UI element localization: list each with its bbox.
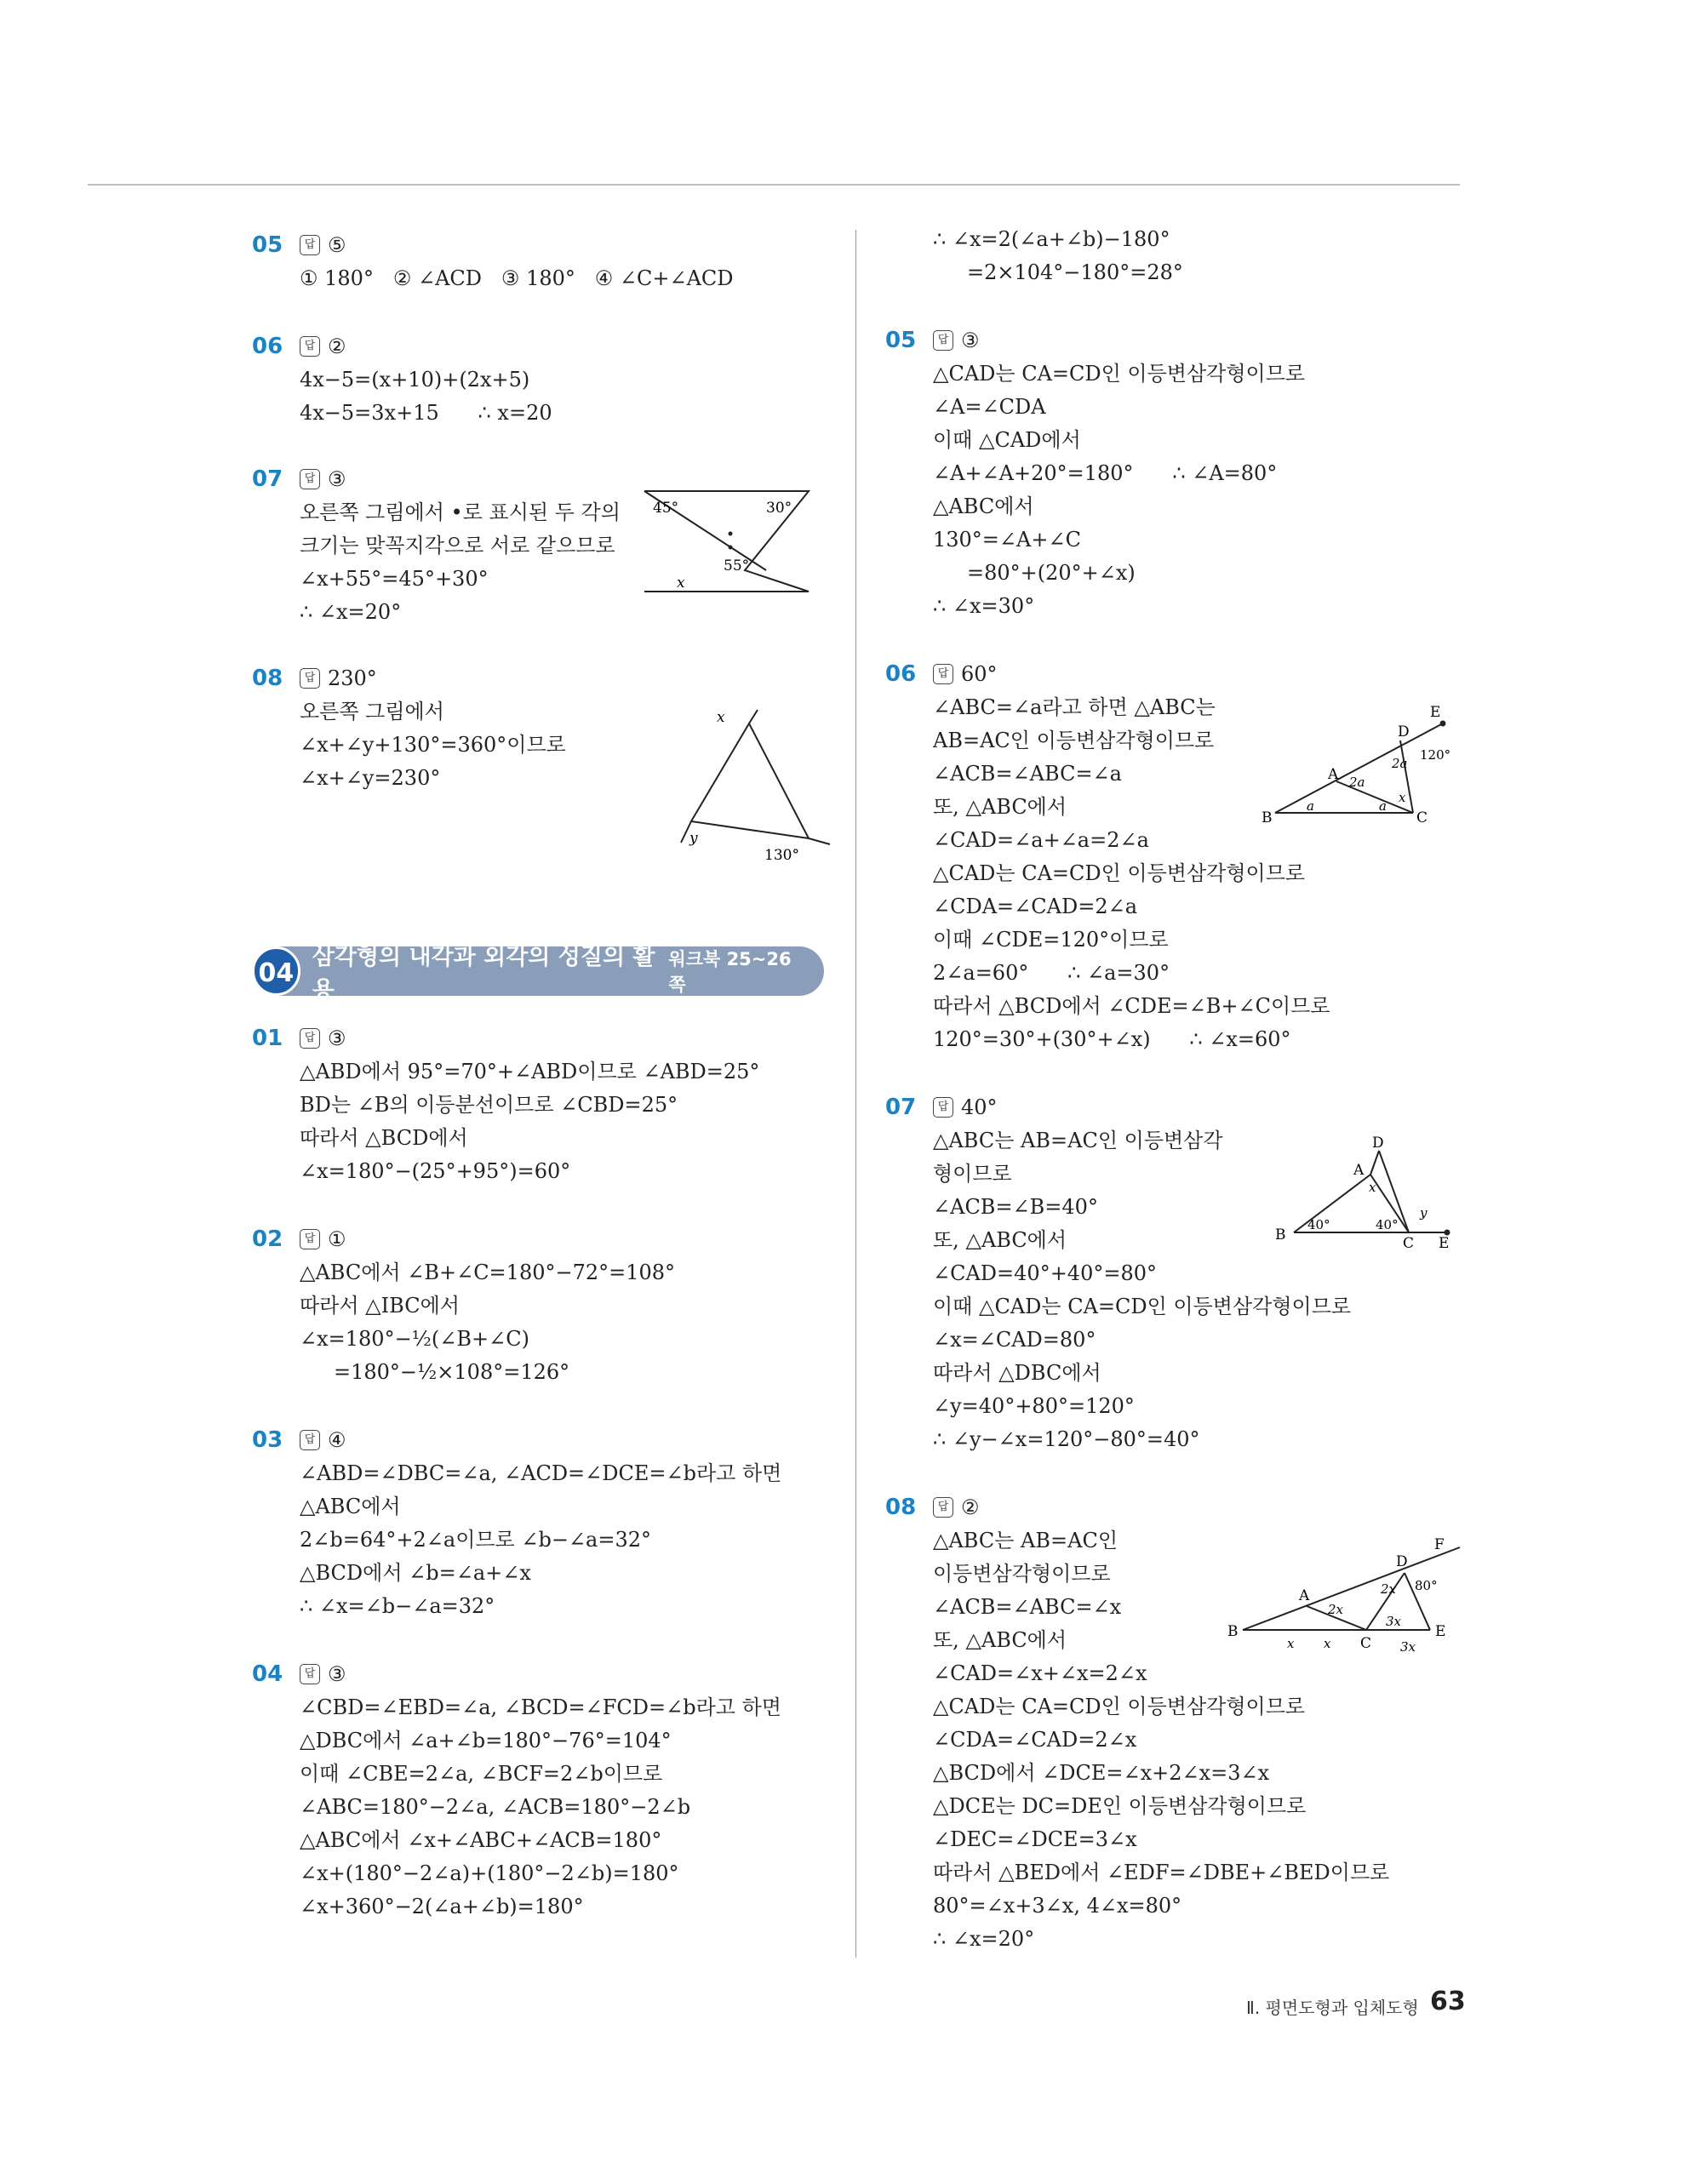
r07-label: D: [1372, 1135, 1384, 1152]
footer-chapter: Ⅱ. 평면도형과 입체도형: [1246, 1998, 1419, 2018]
r08-label: 3x: [1400, 1639, 1416, 1655]
problem-01: [252, 1021, 839, 1188]
solution-line: △BCD에서 ∠b=∠a+∠x: [300, 1561, 531, 1585]
answer-badge: 답: [300, 1229, 320, 1249]
solution-line: ∠A=∠CDA: [933, 395, 1046, 419]
problem-number: 04: [252, 1661, 283, 1687]
problem-06: [252, 329, 839, 430]
problem-header: [252, 1021, 839, 1055]
problem-header: [885, 323, 1481, 357]
solution-line: △ABC에서 ∠B+∠C=180°−72°=108°: [300, 1261, 676, 1284]
r08-label: A: [1299, 1587, 1310, 1604]
problem-header: [252, 1657, 839, 1691]
r06-label: a: [1307, 798, 1314, 814]
solution-line: ∠CDA=∠CAD=2∠x: [933, 1728, 1137, 1752]
problem-answer: 60°: [961, 662, 998, 686]
problem-header: [252, 329, 839, 363]
solution-line: =180°−½×108°=126°: [334, 1360, 570, 1384]
problem-answer: ③: [328, 467, 346, 491]
figure-right-07: [1268, 1132, 1464, 1255]
r06-label: 120°: [1420, 747, 1451, 763]
solution-line: ∠ABC=∠a라고 하면 △ABC는: [933, 695, 1216, 719]
solution-line: 또, △ABC에서: [933, 1628, 1067, 1652]
problem-header: [252, 228, 839, 262]
fig08-label: y: [689, 830, 698, 847]
solution-line: ∠CDA=∠CAD=2∠a: [933, 895, 1137, 918]
solution-line: ∠x=180°−(25°+95°)=60°: [300, 1159, 571, 1183]
problem-answer: ②: [961, 1495, 980, 1519]
solution-line: 따라서 △BCD에서: [300, 1126, 468, 1150]
problem-answer: ④: [328, 1428, 346, 1452]
solution-line: ∠y=40°+80°=120°: [933, 1394, 1135, 1418]
solution-line: =2×104°−180°=28°: [967, 260, 1183, 284]
r07-label: A: [1353, 1162, 1364, 1179]
solution-line: △BCD에서 ∠DCE=∠x+2∠x=3∠x: [933, 1761, 1270, 1785]
solution-line: ∠CAD=∠x+∠x=2∠x: [933, 1661, 1147, 1685]
solution-line: ∠x=∠CAD=80°: [933, 1328, 1096, 1352]
solution-line: 또, △ABC에서: [933, 795, 1067, 819]
solution-line: ∠x+∠y+130°=360°이므로: [300, 733, 566, 757]
solution-line: ∠CBD=∠EBD=∠a, ∠BCD=∠FCD=∠b라고 하면: [300, 1695, 781, 1719]
r08-label: E: [1435, 1623, 1446, 1640]
problem-number: 01: [252, 1026, 283, 1051]
solution-line: ∠x+55°=45°+30°: [300, 567, 489, 591]
answer-badge: 답: [933, 1497, 953, 1518]
solution-line: ∠CAD=∠a+∠a=2∠a: [933, 828, 1149, 852]
solution-line: 이때 ∠CBE=2∠a, ∠BCF=2∠b이므로: [300, 1762, 663, 1786]
r06-label: E: [1430, 704, 1441, 721]
problem-answer: ①: [328, 1227, 346, 1251]
r06-label: D: [1398, 723, 1410, 740]
problem-number: 02: [252, 1226, 283, 1252]
solution-line: △CAD는 CA=CD인 이등변삼각형이므로: [933, 861, 1306, 885]
problem-header: [252, 1423, 839, 1457]
solution-line: 4x−5=(x+10)+(2x+5): [300, 368, 530, 392]
solution-line: 형이므로: [933, 1162, 1012, 1186]
solution-line: =80°+(20°+∠x): [967, 561, 1136, 585]
solution-line: ∠x+(180°−2∠a)+(180°−2∠b)=180°: [300, 1861, 679, 1885]
problem-answer: ③: [961, 329, 980, 352]
figure-right-06: [1260, 698, 1464, 838]
problem-number: 05: [252, 232, 283, 258]
solution-line: ∠A+∠A+20°=180° ∴ ∠A=80°: [933, 461, 1278, 485]
solution-line: △ABC에서: [300, 1495, 401, 1518]
solution-line: ∴ ∠x=20°: [300, 600, 402, 624]
r08-label: F: [1434, 1536, 1445, 1553]
fig07-label: 55°: [724, 557, 750, 575]
answer-badge: 답: [300, 336, 320, 357]
solution-line: △DBC에서 ∠a+∠b=180°−76°=104°: [300, 1729, 672, 1752]
problem-header: [252, 661, 839, 695]
figure-08: [672, 706, 834, 872]
r08-label: x: [1287, 1636, 1295, 1651]
r06-label: C: [1416, 809, 1428, 826]
answer-badge: 답: [300, 469, 320, 489]
problem-04: [252, 1657, 839, 1924]
problem-03: [252, 1423, 839, 1623]
solution-line: ① 180° ② ∠ACD ③ 180° ④ ∠C+∠ACD: [300, 266, 734, 290]
problem-answer: ⑤: [328, 233, 346, 257]
r06-label: a: [1379, 798, 1387, 814]
solution-line: ∴ ∠y−∠x=120°−80°=40°: [933, 1427, 1200, 1451]
solution-line: 120°=30°+(30°+∠x) ∴ ∠x=60°: [933, 1027, 1291, 1051]
r08-label: 2x: [1381, 1581, 1397, 1597]
problem-number: 06: [252, 334, 283, 359]
fig07-label: x: [677, 575, 685, 592]
solution-line: ∠x+360°−2(∠a+∠b)=180°: [300, 1895, 584, 1918]
answer-badge: 답: [300, 235, 320, 255]
problem-number: 05: [885, 328, 917, 353]
solution-line: ∠ACB=∠ABC=∠a: [933, 762, 1122, 786]
right-column: [885, 223, 1481, 1956]
column-divider: [855, 230, 856, 1958]
answer-badge: 답: [933, 330, 953, 351]
solution-line: 오른쪽 그림에서 •로 표시된 두 각의: [300, 500, 621, 524]
fig08-label: x: [717, 709, 725, 726]
answer-badge: 답: [300, 1028, 320, 1049]
left-column-bottom: [252, 1021, 839, 1924]
figure-right-08: [1226, 1532, 1464, 1672]
problem-number: 08: [885, 1495, 917, 1520]
solution-line: ∴ ∠x=∠b−∠a=32°: [300, 1594, 495, 1618]
answer-badge: 답: [933, 664, 953, 684]
workbook-reference: 워크북 25~26쪽: [668, 949, 792, 995]
solution-line: 따라서 △BCD에서 ∠CDE=∠B+∠C이므로: [933, 994, 1330, 1018]
solution-line: 80°=∠x+3∠x, 4∠x=80°: [933, 1894, 1182, 1918]
r08-label: x: [1324, 1636, 1331, 1651]
problem-header: [252, 1222, 839, 1256]
solution-line: ∴ ∠x=2(∠a+∠b)−180°: [933, 227, 1170, 251]
problem-answer: 40°: [961, 1095, 998, 1119]
r06-label: x: [1399, 790, 1406, 805]
solution-line: 크기는 맞꼭지각으로 서로 같으므로: [300, 534, 615, 557]
solution-line: ∠x=180°−½(∠B+∠C): [300, 1327, 529, 1351]
r07-label: C: [1403, 1235, 1415, 1251]
r08-label: B: [1227, 1623, 1239, 1640]
section-title: 삼각형의 내각과 외각의 성질의 활용: [312, 944, 655, 1003]
r06-label: 2a: [1349, 775, 1365, 790]
problem-answer: 230°: [328, 666, 377, 690]
solution-line: ∠CAD=40°+40°=80°: [933, 1261, 1157, 1285]
solution-line: △DCE는 DC=DE인 이등변삼각형이므로: [933, 1794, 1307, 1818]
solution-line: AB=AC인 이등변삼각형이므로: [933, 729, 1215, 752]
r07-label: x: [1369, 1180, 1376, 1195]
problem-header: [885, 657, 1481, 691]
solution-line: 따라서 △BED에서 ∠EDF=∠DBE+∠BED이므로: [933, 1861, 1390, 1884]
solution-line: 오른쪽 그림에서: [300, 700, 444, 723]
r06-label: B: [1262, 809, 1273, 826]
solution-line: ∠DEC=∠DCE=3∠x: [933, 1827, 1137, 1851]
section-number: 04: [252, 946, 300, 996]
solution-line: 130°=∠A+∠C: [933, 528, 1081, 552]
fig07-label: 45°: [653, 500, 679, 517]
solution-line: ∴ ∠x=30°: [933, 594, 1035, 618]
solution-line: ∠ABD=∠DBC=∠a, ∠ACD=∠DCE=∠b라고 하면: [300, 1461, 782, 1485]
problem-05: [885, 323, 1481, 623]
problem-number: 03: [252, 1427, 283, 1453]
solution-line: 이때 △CAD에서: [933, 428, 1081, 452]
solution-line: △CAD는 CA=CD인 이등변삼각형이므로: [933, 362, 1306, 386]
r06-label: 2a: [1392, 756, 1408, 771]
solution-line: △ABC는 AB=AC인: [933, 1529, 1118, 1552]
problem-05: [252, 228, 839, 295]
answer-badge: 답: [300, 668, 320, 689]
top-rule: [88, 184, 1460, 186]
solution-line: 이때 △CAD는 CA=CD인 이등변삼각형이므로: [933, 1295, 1352, 1318]
solution-line: 이때 ∠CDE=120°이므로: [933, 928, 1169, 952]
problem-02: [252, 1222, 839, 1389]
answer-badge: 답: [300, 1664, 320, 1684]
r07-label: y: [1420, 1205, 1427, 1221]
solution-line: 따라서 △IBC에서: [300, 1294, 460, 1318]
solution-line: 2∠a=60° ∴ ∠a=30°: [933, 961, 1170, 985]
r08-label: C: [1360, 1635, 1372, 1652]
r08-label: 2x: [1328, 1602, 1344, 1617]
problem-answer: ③: [328, 1662, 346, 1686]
fig07-label: 30°: [766, 500, 792, 517]
solution-line: △ABC는 AB=AC인 이등변삼각: [933, 1129, 1223, 1152]
r08-label: 3x: [1386, 1614, 1402, 1629]
solution-line: ∴ ∠x=20°: [933, 1927, 1035, 1951]
r08-label: 80°: [1415, 1578, 1438, 1593]
figure-07: [643, 489, 813, 608]
fig08-label: 130°: [764, 847, 799, 864]
page-number: 63: [1430, 1987, 1466, 2016]
solution-line: ∠ACB=∠ABC=∠x: [933, 1595, 1122, 1619]
solution-line: △ABD에서 95°=70°+∠ABD이므로 ∠ABD=25°: [300, 1060, 760, 1083]
solution-line: △CAD는 CA=CD인 이등변삼각형이므로: [933, 1695, 1306, 1718]
problem-header: [885, 1490, 1481, 1524]
answer-badge: 답: [300, 1430, 320, 1450]
problem-number: 07: [252, 466, 283, 492]
solution-line: ∠ABC=180°−2∠a, ∠ACB=180°−2∠b: [300, 1795, 691, 1819]
solution-line: 따라서 △DBC에서: [933, 1361, 1101, 1385]
solution-line: BD는 ∠B의 이등분선이므로 ∠CBD=25°: [300, 1093, 678, 1117]
r06-label: A: [1328, 766, 1339, 783]
answer-badge: 답: [933, 1097, 953, 1118]
problem-answer: ②: [328, 334, 346, 358]
r08-label: D: [1396, 1553, 1408, 1570]
problem-number: 07: [885, 1095, 917, 1120]
r07-label: 40°: [1307, 1217, 1330, 1232]
problem-number: 08: [252, 666, 283, 691]
problem-answer: ③: [328, 1026, 346, 1050]
solution-line: △ABC에서 ∠x+∠ABC+∠ACB=180°: [300, 1828, 662, 1852]
continued-solution: [885, 223, 1481, 289]
solution-line: 2∠b=64°+2∠a이므로 ∠b−∠a=32°: [300, 1528, 652, 1552]
problem-number: 06: [885, 661, 917, 687]
section-banner: [252, 944, 824, 1003]
problem-header: [885, 1090, 1481, 1124]
r07-label: B: [1275, 1226, 1286, 1244]
solution-line: 또, △ABC에서: [933, 1228, 1067, 1252]
solution-line: ∠x+∠y=230°: [300, 766, 441, 790]
solution-line: 이등변삼각형이므로: [933, 1562, 1111, 1586]
r07-label: E: [1439, 1235, 1450, 1251]
solution-line: △ABC에서: [933, 495, 1034, 518]
r07-label: 40°: [1376, 1217, 1399, 1232]
solution-line: ∠ACB=∠B=40°: [933, 1195, 1098, 1219]
solution-line: 4x−5=3x+15 ∴ x=20: [300, 401, 552, 425]
